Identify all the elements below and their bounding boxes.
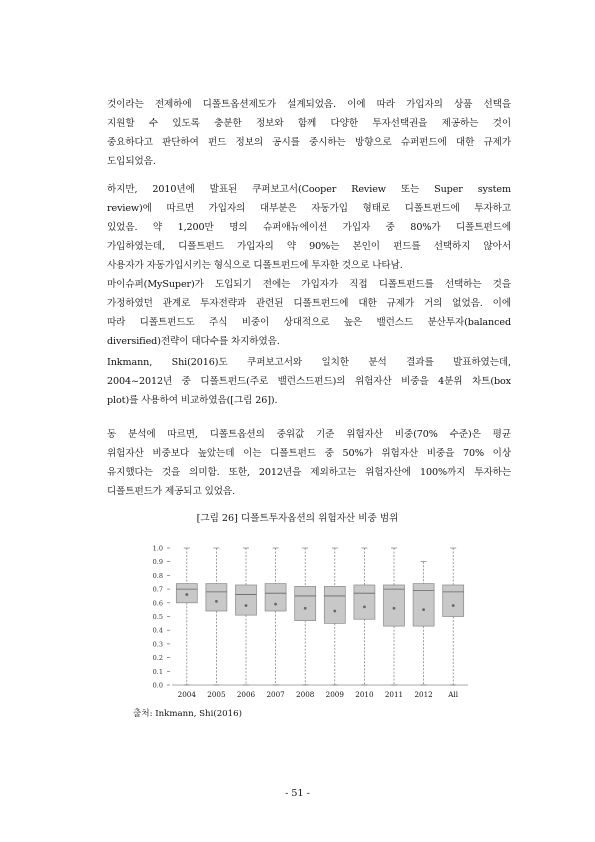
- box: [324, 586, 345, 623]
- paragraph-line: 가정하였던 관계로 투자전략과 관련된 디폴트펀드에 대한 규제가 거의 없었음. 이에: [107, 298, 511, 309]
- box: [295, 586, 316, 620]
- paragraph-line: 중요하다고 판단하여 펀드 정보의 공시를 중시하는 방향으로 슈퍼펀드에 대한 규제가: [107, 137, 511, 148]
- y-tick-label: 0.0: [152, 681, 163, 690]
- y-tick-label: 0.2: [152, 654, 163, 663]
- paragraph-line: 사용자가 자동가입시키는 형식으로 디폴트펀드에 투자한 것으로 나타남.: [107, 260, 403, 271]
- x-tick-label: All: [448, 690, 459, 699]
- paragraph-line: 있었음. 약 1,200만 명의 슈퍼애뉴에이션 가입자 중 80%가 디폴트펀드에: [107, 222, 511, 233]
- paragraph-line: 도입되었음.: [107, 156, 156, 167]
- x-tick-label: 2011: [384, 690, 404, 699]
- y-tick-label: 0.9: [152, 558, 163, 567]
- mean-marker: [422, 608, 425, 611]
- box: [236, 585, 257, 615]
- y-tick-label: 0.3: [152, 640, 163, 649]
- x-tick-label: 2005: [207, 690, 226, 699]
- paragraph-line: 2004~2012년 중 디폴트펀드(주로 밸런스드펀드)의 위험자산 비중을 4분위 차트(box: [107, 376, 511, 387]
- mean-marker: [333, 610, 336, 613]
- source-note: 출처: Inkmann, Shi(2016): [133, 709, 242, 719]
- x-tick-label: 2009: [325, 690, 344, 699]
- paragraph-line: 유지했다는 것을 의미함. 또한, 2012년을 제외하고는 위험자산에 100%까지 투자하는: [107, 467, 511, 478]
- paragraph-line: 마이슈퍼(MySuper)가 도입되기 전에는 가입자가 직접 디폴트펀드를 선택하는 것을: [107, 279, 511, 290]
- paragraph-line: diversified)전략이 대다수를 차지하였음.: [107, 336, 280, 347]
- mean-marker: [245, 604, 248, 607]
- box: [206, 584, 227, 611]
- y-tick-label: 0.4: [152, 626, 163, 635]
- y-tick-label: 0.1: [152, 667, 163, 676]
- page-number: - 51 -: [285, 788, 310, 799]
- box: [354, 585, 375, 619]
- x-tick-label: 2008: [296, 690, 315, 699]
- box: [413, 584, 434, 626]
- paragraph-line: 가입하였는데, 디폴트펀드 가입자의 약 90%는 본인이 펀드를 선택하지 않아서: [107, 241, 511, 252]
- x-tick-label: 2007: [266, 690, 285, 699]
- y-tick-label: 0.8: [152, 571, 163, 580]
- paragraph-line: 따라 디폴트펀드도 주식 비중이 상대적으로 높은 밸런스드 분산투자(balanced: [107, 317, 511, 328]
- x-tick-label: 2006: [236, 690, 256, 699]
- paragraph-line: 위험자산 비중보다 높았는데 이는 디폴트펀드 중 50%가 위험자산 비중을 70% 이상: [107, 448, 511, 459]
- x-tick-label: 2012: [414, 690, 433, 699]
- y-tick-label: 0.6: [152, 599, 163, 608]
- mean-marker: [274, 603, 277, 606]
- y-tick-label: 1.0: [152, 544, 163, 553]
- paragraph-line: 동 분석에 따르면, 디폴트옵션의 중위값 기준 위험자산 비중(70% 수준)은 평균: [107, 429, 511, 440]
- box: [265, 584, 286, 611]
- figure-caption: [그림 26] 디폴트투자옵션의 위험자산 비중 범위: [196, 513, 399, 524]
- box: [384, 585, 405, 626]
- mean-marker: [185, 593, 188, 596]
- y-tick-label: 0.7: [152, 585, 163, 594]
- paragraph-line: 지원할 수 있도록 충분한 정보와 함께 다양한 투자선택권을 제공하는 것이: [107, 118, 511, 129]
- mean-marker: [393, 607, 396, 610]
- mean-marker: [304, 607, 307, 610]
- paragraph-line: review)에 따르면 가입자의 대부분은 자동가입 형태로 디폴트펀드에 투자하고: [107, 203, 511, 214]
- y-tick-label: 0.5: [152, 613, 163, 621]
- paragraph-line: Inkmann, Shi(2016)도 쿠퍼보고서와 일치한 분석 결과를 발표하였는데,: [107, 357, 511, 368]
- paragraph-line: plot)를 사용하여 비교하였음([그림 26]).: [107, 395, 278, 406]
- paragraph-line: 하지만, 2010년에 발표된 쿠퍼보고서(Cooper Review 또는 Super system: [107, 184, 511, 195]
- mean-marker: [363, 606, 366, 609]
- x-tick-label: 2004: [177, 690, 196, 699]
- mean-marker: [215, 600, 218, 603]
- paragraph-line: 것이라는 전제하에 디폴트옵션제도가 설계되었음. 이에 따라 가입자의 상품 선택을: [107, 99, 511, 110]
- x-tick-label: 2010: [355, 690, 374, 699]
- paragraph-line: 디폴트펀드가 제공되고 있었음.: [107, 486, 236, 497]
- box: [443, 585, 464, 617]
- mean-marker: [452, 604, 455, 607]
